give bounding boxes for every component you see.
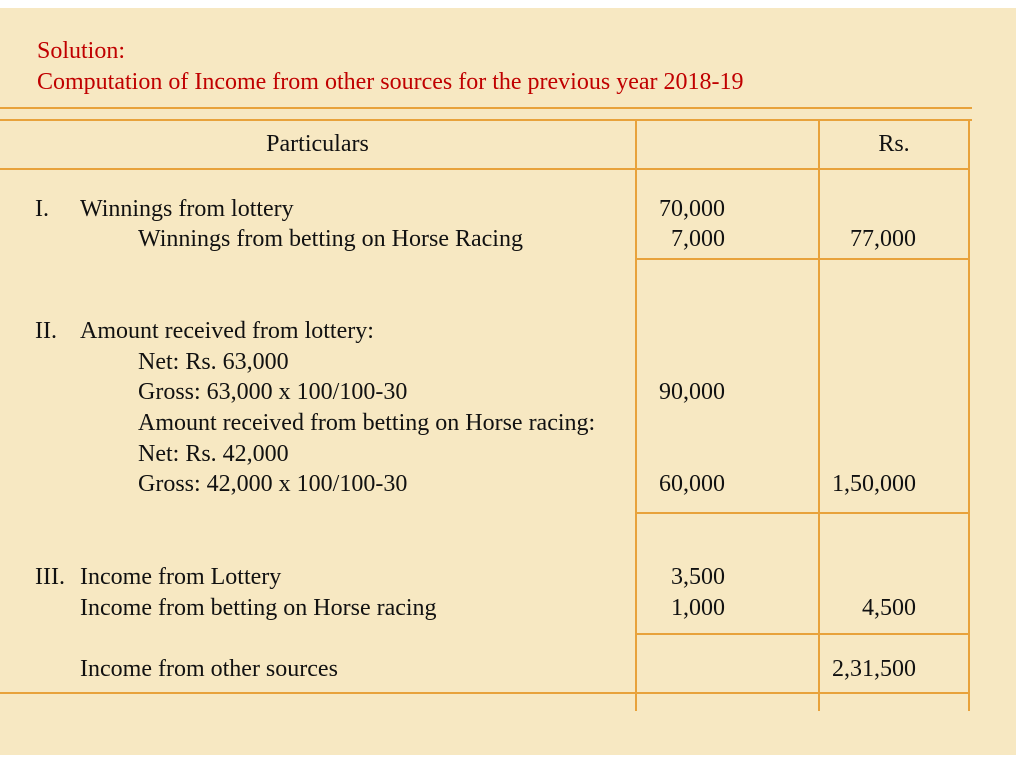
- row-particulars: Amount received from betting on Horse racing:: [138, 410, 596, 436]
- table-top-rule-outer: [0, 107, 972, 109]
- row-amount: 3,500: [671, 564, 725, 590]
- row-particulars: Net: Rs. 63,000: [138, 349, 289, 375]
- row-particulars: Income from other sources: [80, 656, 338, 682]
- row-number: II.: [35, 318, 57, 344]
- row-amount: 70,000: [659, 196, 725, 222]
- table-bottom-rule: [0, 692, 970, 694]
- row-amount: 1,000: [671, 595, 725, 621]
- presentation-slide: [0, 8, 1016, 755]
- header-particulars: Particulars: [266, 131, 369, 157]
- row-particulars: Amount received from lottery:: [80, 318, 374, 344]
- table-row: [0, 471, 1016, 501]
- table-row: [0, 379, 1016, 409]
- row-particulars: Gross: 42,000 x 100/100-30: [138, 471, 408, 497]
- row-total: 1,50,000: [832, 471, 916, 497]
- row-particulars: Gross: 63,000 x 100/100-30: [138, 379, 408, 405]
- table-row: [0, 410, 1016, 440]
- table-row: [0, 656, 1016, 686]
- table-top-rule-inner: [0, 119, 972, 121]
- row-total: 2,31,500: [832, 656, 916, 682]
- row-total: 77,000: [850, 226, 916, 252]
- row-amount: 60,000: [659, 471, 725, 497]
- solution-label: Solution:: [37, 38, 126, 64]
- row-particulars: Income from Lottery: [80, 564, 282, 590]
- computation-title: Computation of Income from other sources for the previous year 2018-19: [37, 69, 744, 95]
- table-header-rule: [0, 168, 970, 170]
- row-amount: 90,000: [659, 379, 725, 405]
- header-rs: Rs.: [878, 131, 910, 157]
- row-number: I.: [35, 196, 49, 222]
- table-row: [0, 226, 1016, 256]
- section-1-divider-rule: [635, 258, 970, 260]
- table-row: [0, 441, 1016, 471]
- row-particulars: Winnings from betting on Horse Racing: [138, 226, 523, 252]
- row-number: III.: [35, 564, 65, 590]
- table-row: [0, 349, 1016, 379]
- row-amount: 7,000: [671, 226, 725, 252]
- row-total: 4,500: [862, 595, 916, 621]
- row-particulars: Net: Rs. 42,000: [138, 441, 289, 467]
- table-row: [0, 196, 1016, 226]
- row-particulars: Winnings from lottery: [80, 196, 294, 222]
- row-particulars: Income from betting on Horse racing: [80, 595, 437, 621]
- table-row: [0, 318, 1016, 348]
- table-row: [0, 595, 1016, 625]
- section-3-divider-rule: [635, 633, 970, 635]
- section-2-divider-rule: [635, 512, 970, 514]
- table-row: [0, 564, 1016, 594]
